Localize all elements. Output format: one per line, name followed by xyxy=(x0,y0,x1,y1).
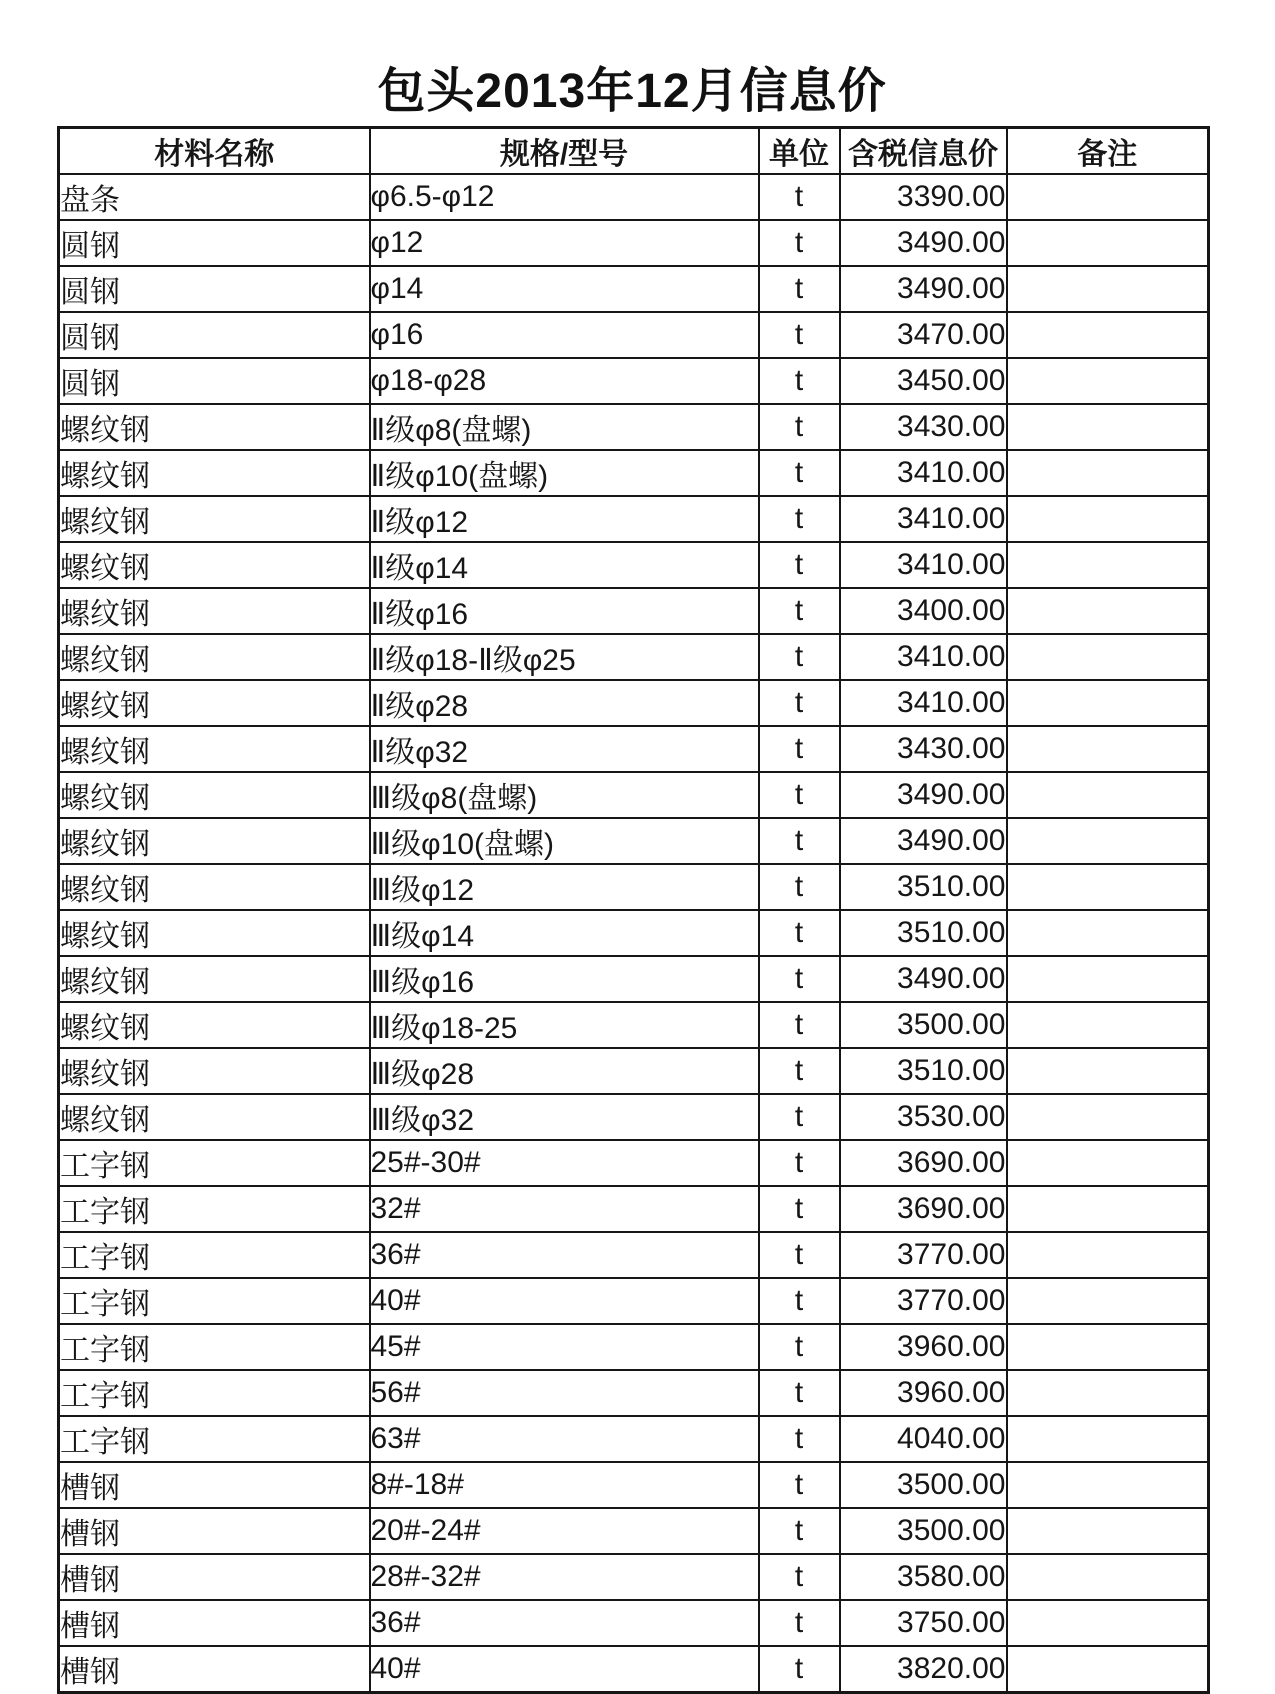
price-cell: 3410.00 xyxy=(840,634,1007,680)
material-name-cell: 螺纹钢 xyxy=(59,818,370,864)
unit-cell: t xyxy=(759,1600,840,1646)
spec-cell: Ⅲ级φ10(盘螺) xyxy=(370,818,759,864)
spec-cell: 36# xyxy=(370,1232,759,1278)
material-name-cell: 槽钢 xyxy=(59,1554,370,1600)
note-cell xyxy=(1007,956,1209,1002)
table-row xyxy=(59,1186,1209,1232)
unit-cell: t xyxy=(759,220,840,266)
unit-cell: t xyxy=(759,772,840,818)
spec-cell: Ⅱ级φ14 xyxy=(370,542,759,588)
header-price-with-tax: 含税信息价 xyxy=(840,128,1007,175)
spec-cell: 20#-24# xyxy=(370,1508,759,1554)
table-row xyxy=(59,450,1209,496)
note-cell xyxy=(1007,772,1209,818)
price-cell: 3410.00 xyxy=(840,680,1007,726)
material-name-cell: 工字钢 xyxy=(59,1278,370,1324)
table-row xyxy=(59,1002,1209,1048)
table-row xyxy=(59,1324,1209,1370)
material-name-cell: 螺纹钢 xyxy=(59,864,370,910)
unit-cell: t xyxy=(759,1370,840,1416)
table-row xyxy=(59,1048,1209,1094)
note-cell xyxy=(1007,542,1209,588)
header-material-name: 材料名称 xyxy=(59,128,370,175)
table-row xyxy=(59,220,1209,266)
spec-cell: Ⅲ级φ32 xyxy=(370,1094,759,1140)
table-row xyxy=(59,542,1209,588)
table-row xyxy=(59,680,1209,726)
unit-cell: t xyxy=(759,450,840,496)
spec-cell: φ14 xyxy=(370,266,759,312)
table-row xyxy=(59,1554,1209,1600)
material-name-cell: 槽钢 xyxy=(59,1646,370,1693)
header-spec-model: 规格/型号 xyxy=(370,128,759,175)
material-name-cell: 圆钢 xyxy=(59,358,370,404)
price-table xyxy=(57,126,1210,1694)
price-cell: 3430.00 xyxy=(840,726,1007,772)
spec-cell: Ⅱ级φ18-Ⅱ级φ25 xyxy=(370,634,759,680)
material-name-cell: 螺纹钢 xyxy=(59,910,370,956)
unit-cell: t xyxy=(759,864,840,910)
price-cell: 3770.00 xyxy=(840,1232,1007,1278)
spec-cell: 8#-18# xyxy=(370,1462,759,1508)
price-cell: 3400.00 xyxy=(840,588,1007,634)
note-cell xyxy=(1007,404,1209,450)
note-cell xyxy=(1007,496,1209,542)
material-name-cell: 螺纹钢 xyxy=(59,772,370,818)
note-cell xyxy=(1007,312,1209,358)
note-cell xyxy=(1007,634,1209,680)
note-cell xyxy=(1007,1094,1209,1140)
note-cell xyxy=(1007,450,1209,496)
header-row xyxy=(59,128,1209,175)
unit-cell: t xyxy=(759,358,840,404)
note-cell xyxy=(1007,1508,1209,1554)
unit-cell: t xyxy=(759,1462,840,1508)
table-row xyxy=(59,1278,1209,1324)
material-name-cell: 槽钢 xyxy=(59,1600,370,1646)
note-cell xyxy=(1007,864,1209,910)
unit-cell: t xyxy=(759,1646,840,1693)
unit-cell: t xyxy=(759,680,840,726)
price-cell: 3410.00 xyxy=(840,542,1007,588)
unit-cell: t xyxy=(759,1232,840,1278)
unit-cell: t xyxy=(759,1186,840,1232)
unit-cell: t xyxy=(759,910,840,956)
page-title: 包头2013年12月信息价 xyxy=(377,65,887,118)
price-cell: 3470.00 xyxy=(840,312,1007,358)
unit-cell: t xyxy=(759,1094,840,1140)
material-name-cell: 螺纹钢 xyxy=(59,1094,370,1140)
table-row xyxy=(59,818,1209,864)
spec-cell: 40# xyxy=(370,1646,759,1693)
table-row xyxy=(59,1416,1209,1462)
note-cell xyxy=(1007,818,1209,864)
material-name-cell: 螺纹钢 xyxy=(59,588,370,634)
price-cell: 3490.00 xyxy=(840,266,1007,312)
price-cell: 3820.00 xyxy=(840,1646,1007,1693)
unit-cell: t xyxy=(759,818,840,864)
note-cell xyxy=(1007,1554,1209,1600)
note-cell xyxy=(1007,1416,1209,1462)
price-cell: 3490.00 xyxy=(840,220,1007,266)
table-row xyxy=(59,358,1209,404)
unit-cell: t xyxy=(759,174,840,220)
header-unit: 单位 xyxy=(759,128,840,175)
note-cell xyxy=(1007,1186,1209,1232)
price-cell: 3490.00 xyxy=(840,818,1007,864)
table-row xyxy=(59,1094,1209,1140)
table-row xyxy=(59,726,1209,772)
note-cell xyxy=(1007,1600,1209,1646)
note-cell xyxy=(1007,1462,1209,1508)
note-cell xyxy=(1007,1140,1209,1186)
material-name-cell: 圆钢 xyxy=(59,266,370,312)
note-cell xyxy=(1007,220,1209,266)
unit-cell: t xyxy=(759,1416,840,1462)
spec-cell: 45# xyxy=(370,1324,759,1370)
table-row xyxy=(59,1646,1209,1693)
price-cell: 3410.00 xyxy=(840,450,1007,496)
unit-cell: t xyxy=(759,266,840,312)
price-cell: 3490.00 xyxy=(840,772,1007,818)
note-cell xyxy=(1007,1232,1209,1278)
table-row xyxy=(59,404,1209,450)
price-cell: 3580.00 xyxy=(840,1554,1007,1600)
material-name-cell: 工字钢 xyxy=(59,1140,370,1186)
price-cell: 3430.00 xyxy=(840,404,1007,450)
material-name-cell: 螺纹钢 xyxy=(59,956,370,1002)
unit-cell: t xyxy=(759,542,840,588)
material-name-cell: 工字钢 xyxy=(59,1186,370,1232)
unit-cell: t xyxy=(759,956,840,1002)
unit-cell: t xyxy=(759,496,840,542)
unit-cell: t xyxy=(759,726,840,772)
spec-cell: φ12 xyxy=(370,220,759,266)
note-cell xyxy=(1007,358,1209,404)
material-name-cell: 盘条 xyxy=(59,174,370,220)
unit-cell: t xyxy=(759,312,840,358)
price-cell: 3690.00 xyxy=(840,1140,1007,1186)
price-cell: 3510.00 xyxy=(840,1048,1007,1094)
spec-cell: 28#-32# xyxy=(370,1554,759,1600)
unit-cell: t xyxy=(759,1508,840,1554)
table-row xyxy=(59,910,1209,956)
price-cell: 3510.00 xyxy=(840,910,1007,956)
price-cell: 3530.00 xyxy=(840,1094,1007,1140)
spec-cell: Ⅲ级φ8(盘螺) xyxy=(370,772,759,818)
price-cell: 3390.00 xyxy=(840,174,1007,220)
table-row xyxy=(59,772,1209,818)
note-cell xyxy=(1007,910,1209,956)
note-cell xyxy=(1007,1278,1209,1324)
price-cell: 3500.00 xyxy=(840,1508,1007,1554)
spec-cell: 36# xyxy=(370,1600,759,1646)
note-cell xyxy=(1007,1048,1209,1094)
spec-cell: Ⅱ级φ28 xyxy=(370,680,759,726)
spec-cell: 56# xyxy=(370,1370,759,1416)
note-cell xyxy=(1007,1002,1209,1048)
material-name-cell: 螺纹钢 xyxy=(59,726,370,772)
material-name-cell: 工字钢 xyxy=(59,1370,370,1416)
note-cell xyxy=(1007,1646,1209,1693)
note-cell xyxy=(1007,726,1209,772)
price-cell: 3510.00 xyxy=(840,864,1007,910)
spec-cell: Ⅱ级φ32 xyxy=(370,726,759,772)
spec-cell: φ16 xyxy=(370,312,759,358)
table-row xyxy=(59,634,1209,680)
spec-cell: Ⅱ级φ8(盘螺) xyxy=(370,404,759,450)
unit-cell: t xyxy=(759,1278,840,1324)
spec-cell: Ⅲ级φ16 xyxy=(370,956,759,1002)
price-cell: 3500.00 xyxy=(840,1002,1007,1048)
table-row xyxy=(59,1370,1209,1416)
table-header xyxy=(59,128,1209,175)
table-row xyxy=(59,588,1209,634)
material-name-cell: 圆钢 xyxy=(59,220,370,266)
material-name-cell: 工字钢 xyxy=(59,1416,370,1462)
table-row xyxy=(59,312,1209,358)
unit-cell: t xyxy=(759,1002,840,1048)
material-name-cell: 螺纹钢 xyxy=(59,1048,370,1094)
material-name-cell: 螺纹钢 xyxy=(59,496,370,542)
spec-cell: Ⅲ级φ28 xyxy=(370,1048,759,1094)
table-row xyxy=(59,266,1209,312)
material-name-cell: 螺纹钢 xyxy=(59,680,370,726)
spec-cell: Ⅱ级φ16 xyxy=(370,588,759,634)
material-name-cell: 工字钢 xyxy=(59,1232,370,1278)
table-body xyxy=(59,174,1209,1693)
material-name-cell: 螺纹钢 xyxy=(59,1002,370,1048)
material-name-cell: 圆钢 xyxy=(59,312,370,358)
table-row xyxy=(59,864,1209,910)
spec-cell: Ⅱ级φ12 xyxy=(370,496,759,542)
spec-cell: Ⅱ级φ10(盘螺) xyxy=(370,450,759,496)
price-cell: 3750.00 xyxy=(840,1600,1007,1646)
table-row xyxy=(59,496,1209,542)
table-row xyxy=(59,956,1209,1002)
price-cell: 3960.00 xyxy=(840,1370,1007,1416)
spec-cell: 25#-30# xyxy=(370,1140,759,1186)
price-cell: 3490.00 xyxy=(840,956,1007,1002)
price-cell: 3500.00 xyxy=(840,1462,1007,1508)
price-cell: 3410.00 xyxy=(840,496,1007,542)
unit-cell: t xyxy=(759,1554,840,1600)
table-row xyxy=(59,1232,1209,1278)
price-cell: 3450.00 xyxy=(840,358,1007,404)
spec-cell: Ⅲ级φ18-25 xyxy=(370,1002,759,1048)
table-row xyxy=(59,174,1209,220)
note-cell xyxy=(1007,1324,1209,1370)
price-cell: 4040.00 xyxy=(840,1416,1007,1462)
note-cell xyxy=(1007,588,1209,634)
material-name-cell: 螺纹钢 xyxy=(59,404,370,450)
spec-cell: φ18-φ28 xyxy=(370,358,759,404)
note-cell xyxy=(1007,266,1209,312)
price-cell: 3960.00 xyxy=(840,1324,1007,1370)
note-cell xyxy=(1007,174,1209,220)
spec-cell: 32# xyxy=(370,1186,759,1232)
material-name-cell: 螺纹钢 xyxy=(59,450,370,496)
spec-cell: Ⅲ级φ12 xyxy=(370,864,759,910)
spec-cell: φ6.5-φ12 xyxy=(370,174,759,220)
table-row xyxy=(59,1508,1209,1554)
unit-cell: t xyxy=(759,404,840,450)
unit-cell: t xyxy=(759,634,840,680)
price-cell: 3770.00 xyxy=(840,1278,1007,1324)
table-row xyxy=(59,1140,1209,1186)
note-cell xyxy=(1007,1370,1209,1416)
note-cell xyxy=(1007,680,1209,726)
unit-cell: t xyxy=(759,588,840,634)
unit-cell: t xyxy=(759,1048,840,1094)
unit-cell: t xyxy=(759,1324,840,1370)
spec-cell: 63# xyxy=(370,1416,759,1462)
table-row xyxy=(59,1462,1209,1508)
spec-cell: 40# xyxy=(370,1278,759,1324)
material-name-cell: 螺纹钢 xyxy=(59,542,370,588)
material-name-cell: 工字钢 xyxy=(59,1324,370,1370)
material-name-cell: 螺纹钢 xyxy=(59,634,370,680)
unit-cell: t xyxy=(759,1140,840,1186)
table-row xyxy=(59,1600,1209,1646)
header-remarks: 备注 xyxy=(1007,128,1209,175)
material-name-cell: 槽钢 xyxy=(59,1508,370,1554)
spec-cell: Ⅲ级φ14 xyxy=(370,910,759,956)
price-cell: 3690.00 xyxy=(840,1186,1007,1232)
material-name-cell: 槽钢 xyxy=(59,1462,370,1508)
